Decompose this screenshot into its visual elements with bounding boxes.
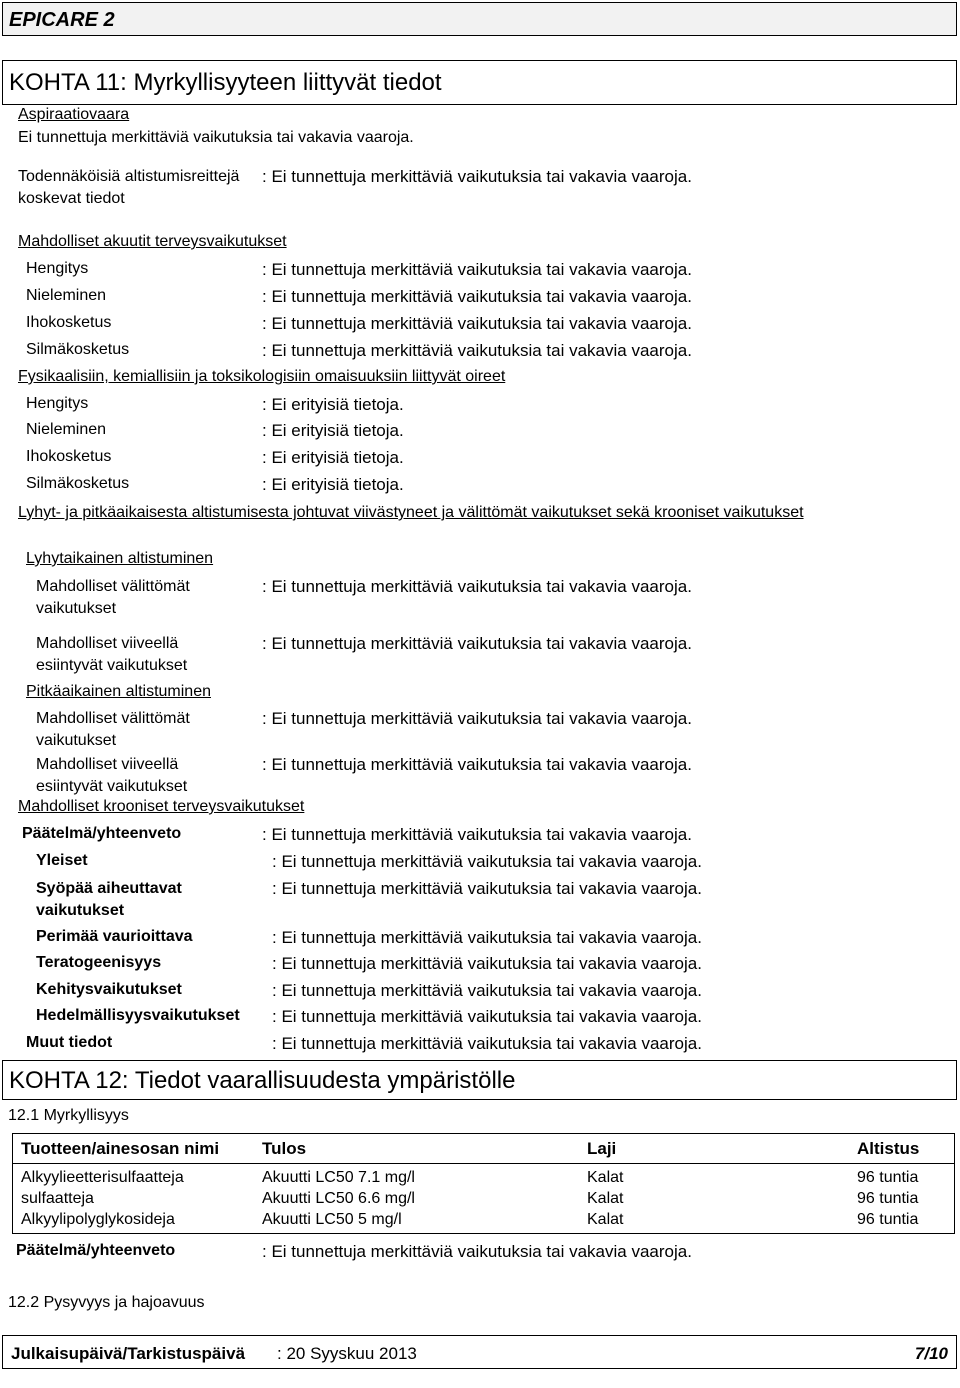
substance-name: sulfaatteja [21, 1190, 94, 1207]
other-info-value: : Ei tunnettuja merkittäviä vaikutuksia tai vakavia vaaroja. [272, 1034, 702, 1053]
symptom-value: : Ei erityisiä tietoja. [262, 395, 404, 414]
chronic-value: : Ei tunnettuja merkittäviä vaikutuksia tai vakavia vaaroja. [272, 981, 702, 1000]
issue-date-value: : 20 Syyskuu 2013 [277, 1344, 417, 1363]
symptom-value: : Ei erityisiä tietoja. [262, 421, 404, 440]
column-header: Tuotteen/ainesosan nimi [13, 1134, 255, 1164]
acute-value: : Ei tunnettuja merkittäviä vaikutuksia tai vakavia vaaroja. [262, 260, 692, 279]
column-header: Laji [579, 1134, 849, 1164]
chronic-label: Kehitysvaikutukset [36, 981, 182, 998]
other-info-label: Muut tiedot [26, 1034, 113, 1051]
acute-value: : Ei tunnettuja merkittäviä vaikutuksia tai vakavia vaaroja. [262, 287, 692, 306]
short-delayed-value: : Ei tunnettuja merkittäviä vaikutuksia tai vakavia vaaroja. [262, 634, 692, 653]
aspiration-heading: Aspiraatiovaara [18, 106, 130, 123]
short-delayed-label: Mahdolliset viiveellä esiintyvät vaikutukset [36, 635, 188, 674]
ecotoxicity-table [12, 1133, 955, 1234]
symptom-label: Ihokosketus [26, 448, 112, 465]
species-cell [579, 1164, 849, 1234]
symptom-label: Nieleminen [26, 421, 107, 438]
acute-value: : Ei tunnettuja merkittäviä vaikutuksia tai vakavia vaaroja. [262, 341, 692, 360]
routes-label: Todennäköisiä altistumisreittejä koskevat tiedot [18, 168, 240, 207]
eco-conclusion-label: Päätelmä/yhteenveto [16, 1242, 176, 1259]
acute-heading: Mahdolliset akuutit terveysvaikutukset [18, 233, 287, 250]
document-header [2, 2, 957, 36]
exposure-value: 96 tuntia [857, 1169, 919, 1186]
long-immediate-label: Mahdolliset välittömät vaikutukset [36, 710, 190, 749]
chronic-value: : Ei tunnettuja merkittäviä vaikutuksia tai vakavia vaaroja. [272, 1007, 702, 1026]
substance-cell [13, 1164, 255, 1234]
result-value: Akuutti LC50 7.1 mg/l [262, 1169, 415, 1186]
symptom-label: Silmäkosketus [26, 475, 130, 492]
chronic-value: : Ei tunnettuja merkittäviä vaikutuksia tai vakavia vaaroja. [272, 954, 702, 973]
species-value: Kalat [587, 1190, 624, 1207]
section-11-title: KOHTA 11: Myrkyllisyyteen liittyvät tiedot [9, 69, 442, 96]
page-number: 7/10 [914, 1344, 948, 1363]
symptom-value: : Ei erityisiä tietoja. [262, 448, 404, 467]
short-term-heading: Lyhytaikainen altistuminen [26, 550, 214, 567]
species-value: Kalat [587, 1211, 624, 1228]
chronic-label: Hedelmällisyysvaikutukset [36, 1007, 240, 1024]
acute-label: Nieleminen [26, 287, 107, 304]
exposure-cell [849, 1164, 955, 1234]
result-value: Akuutti LC50 6.6 mg/l [262, 1190, 415, 1207]
document-footer [2, 1335, 957, 1369]
chronic-value: : Ei tunnettuja merkittäviä vaikutuksia tai vakavia vaaroja. [272, 928, 702, 947]
persistence-heading: 12.2 Pysyvyys ja hajoavuus [8, 1294, 205, 1311]
eco-conclusion-value: : Ei tunnettuja merkittäviä vaikutuksia tai vakavia vaaroja. [262, 1242, 692, 1261]
chronic-value: : Ei tunnettuja merkittäviä vaikutuksia tai vakavia vaaroja. [272, 879, 702, 898]
toxicity-heading: 12.1 Myrkyllisyys [8, 1107, 129, 1124]
aspiration-text: Ei tunnettuja merkittäviä vaikutuksia tai vakavia vaaroja. [18, 129, 414, 146]
long-delayed-value: : Ei tunnettuja merkittäviä vaikutuksia tai vakavia vaaroja. [262, 755, 692, 774]
short-immediate-value: : Ei tunnettuja merkittäviä vaikutuksia tai vakavia vaaroja. [262, 577, 692, 596]
issue-date-label: Julkaisupäivä/Tarkistuspäivä [11, 1344, 246, 1363]
conclusion-label: Päätelmä/yhteenveto [22, 825, 182, 842]
chronic-label: Perimää vaurioittava [36, 928, 193, 945]
chronic-label: Teratogeenisyys [36, 954, 162, 971]
acute-value: : Ei tunnettuja merkittäviä vaikutuksia tai vakavia vaaroja. [262, 314, 692, 333]
table-row [13, 1164, 955, 1234]
exposure-value: 96 tuntia [857, 1211, 919, 1228]
chronic-label: Yleiset [36, 852, 88, 869]
substance-name: Alkyylipolyglykosideja [21, 1211, 175, 1228]
column-header: Tulos [254, 1134, 579, 1164]
chronic-heading: Mahdolliset krooniset terveysvaikutukset [18, 798, 305, 815]
chronic-label: Syöpää aiheuttavat vaikutukset [36, 880, 182, 919]
long-delayed-label: Mahdolliset viiveellä esiintyvät vaikutukset [36, 756, 188, 795]
species-value: Kalat [587, 1169, 624, 1186]
long-immediate-value: : Ei tunnettuja merkittäviä vaikutuksia tai vakavia vaaroja. [262, 709, 692, 728]
long-term-heading: Pitkäaikainen altistuminen [26, 683, 211, 700]
short-immediate-label: Mahdolliset välittömät vaikutukset [36, 578, 190, 617]
section-12-title: KOHTA 12: Tiedot vaarallisuudesta ympäristölle [9, 1067, 516, 1094]
section-12-header [2, 1060, 957, 1100]
acute-label: Silmäkosketus [26, 341, 130, 358]
acute-label: Ihokosketus [26, 314, 112, 331]
acute-label: Hengitys [26, 260, 89, 277]
section-11-header [2, 60, 957, 105]
result-cell [254, 1164, 579, 1234]
routes-value: : Ei tunnettuja merkittäviä vaikutuksia tai vakavia vaaroja. [262, 167, 692, 186]
substance-name: Alkyylieetterisulfaatteja [21, 1169, 184, 1186]
symptom-value: : Ei erityisiä tietoja. [262, 475, 404, 494]
symptom-label: Hengitys [26, 395, 89, 412]
column-header: Altistus [849, 1134, 955, 1164]
table-header-row [13, 1134, 955, 1164]
delayed-effects-heading: Lyhyt- ja pitkäaikaisesta altistumisesta johtuvat viivästyneet ja välittömät vaikutukset sekä krooniset vaikutukset [18, 504, 804, 521]
conclusion-value: : Ei tunnettuja merkittäviä vaikutuksia tai vakavia vaaroja. [262, 825, 692, 844]
chronic-value: : Ei tunnettuja merkittäviä vaikutuksia tai vakavia vaaroja. [272, 852, 702, 871]
document-title: EPICARE 2 [9, 9, 115, 31]
exposure-value: 96 tuntia [857, 1190, 919, 1207]
symptoms-heading: Fysikaalisiin, kemiallisiin ja toksikologisiin omaisuuksiin liittyvät oireet [18, 368, 506, 385]
result-value: Akuutti LC50 5 mg/l [262, 1211, 402, 1228]
